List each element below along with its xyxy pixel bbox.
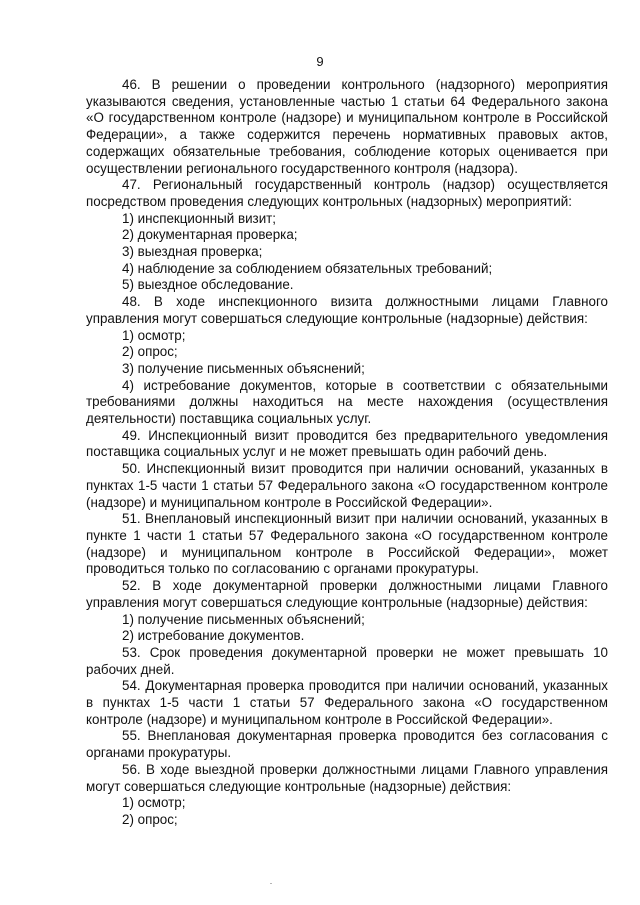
- list-item: 1) осмотр;: [122, 327, 186, 343]
- list-item: 3) выездная проверка;: [122, 244, 263, 260]
- document-paragraph: 53. Срок проведения документарной проверки не может превышать 10 рабочих дней.: [86, 644, 608, 677]
- document-paragraph: 46. В решении о проведении контрольного (надзорного) мероприятия указываются сведения, установленные частью 1 статьи 64 Федерального закона «О государственном контроле (надзоре) и муниципальном контроле в Российской Федерации», а также содержится перечень нормативных правовых актов, содержащих обязательные требования, соблюдение которых оценивается при осуществлении регионального государственного контроля (надзора).: [86, 77, 608, 176]
- document-paragraph: 47. Региональный государственный контроль (надзор) осуществляется посредством проведения следующих контрольных (надзорных) мероприятий:: [86, 177, 608, 209]
- document-paragraph: 54. Документарная проверка проводится при наличии оснований, указанных в пунктах 1-5 части 1 статьи 57 Федерального закона «О государственном контроле (надзоре) и муниципальном контроле в Российской Федерации».: [86, 678, 608, 727]
- list-item: 2) истребование документов.: [122, 628, 305, 644]
- document-paragraph: 56. В ходе выездной проверки должностными лицами Главного управления могут совершаться следующие контрольные (надзорные) действия:: [86, 761, 608, 794]
- document-paragraph: 55. Внеплановая документарная проверка проводится без согласования с органами прокуратуры.: [86, 728, 608, 761]
- list-item: 1) инспекционный визит;: [122, 210, 277, 226]
- list-item: 3) получение письменных объяснений;: [122, 360, 365, 376]
- list-item: 2) опрос;: [122, 811, 178, 827]
- list-item: 1) осмотр;: [122, 795, 186, 811]
- list-item: 4) наблюдение за соблюдением обязательных требований;: [122, 260, 493, 276]
- scan-artifact: [270, 883, 272, 884]
- document-paragraph: 51. Внеплановый инспекционный визит при наличии оснований, указанных в пункте 1 части 1 статьи 57 Федерального закона «О государственном контроле (надзоре) и муниципальном контроле в Российской Федерации», может проводиться только по согласованию с органами прокуратуры.: [86, 511, 608, 577]
- document-paragraph: 52. В ходе документарной проверки должностными лицами Главного управления могут совершаться следующие контрольные (надзорные) действия:: [86, 578, 608, 610]
- document-paragraph: 49. Инспекционный визит проводится без предварительного уведомления поставщика социальных услуг и не может превышать один рабочий день.: [86, 427, 608, 460]
- list-item: 1) получение письменных объяснений;: [122, 611, 365, 627]
- document-paragraph: 48. В ходе инспекционного визита должностными лицами Главного управления могут совершаться следующие контрольные (надзорные) действия:: [86, 294, 608, 326]
- page-number: 9: [316, 54, 324, 69]
- document-body: [86, 77, 608, 829]
- list-item: 5) выездное обследование.: [122, 277, 294, 293]
- list-item: 4) истребование документов, которые в соответствии с обязательными требованиями должны находиться на месте нахождения (осуществления деятельности) поставщика социальных услуг.: [86, 377, 608, 427]
- list-item: 2) документарная проверка;: [122, 227, 298, 243]
- list-item: 2) опрос;: [122, 344, 178, 360]
- document-paragraph: 50. Инспекционный визит проводится при наличии оснований, указанных в пунктах 1-5 части 1 статьи 57 Федерального закона «О государственном контроле (надзоре) и муниципальном контроле в Российской Федерации».: [86, 461, 608, 510]
